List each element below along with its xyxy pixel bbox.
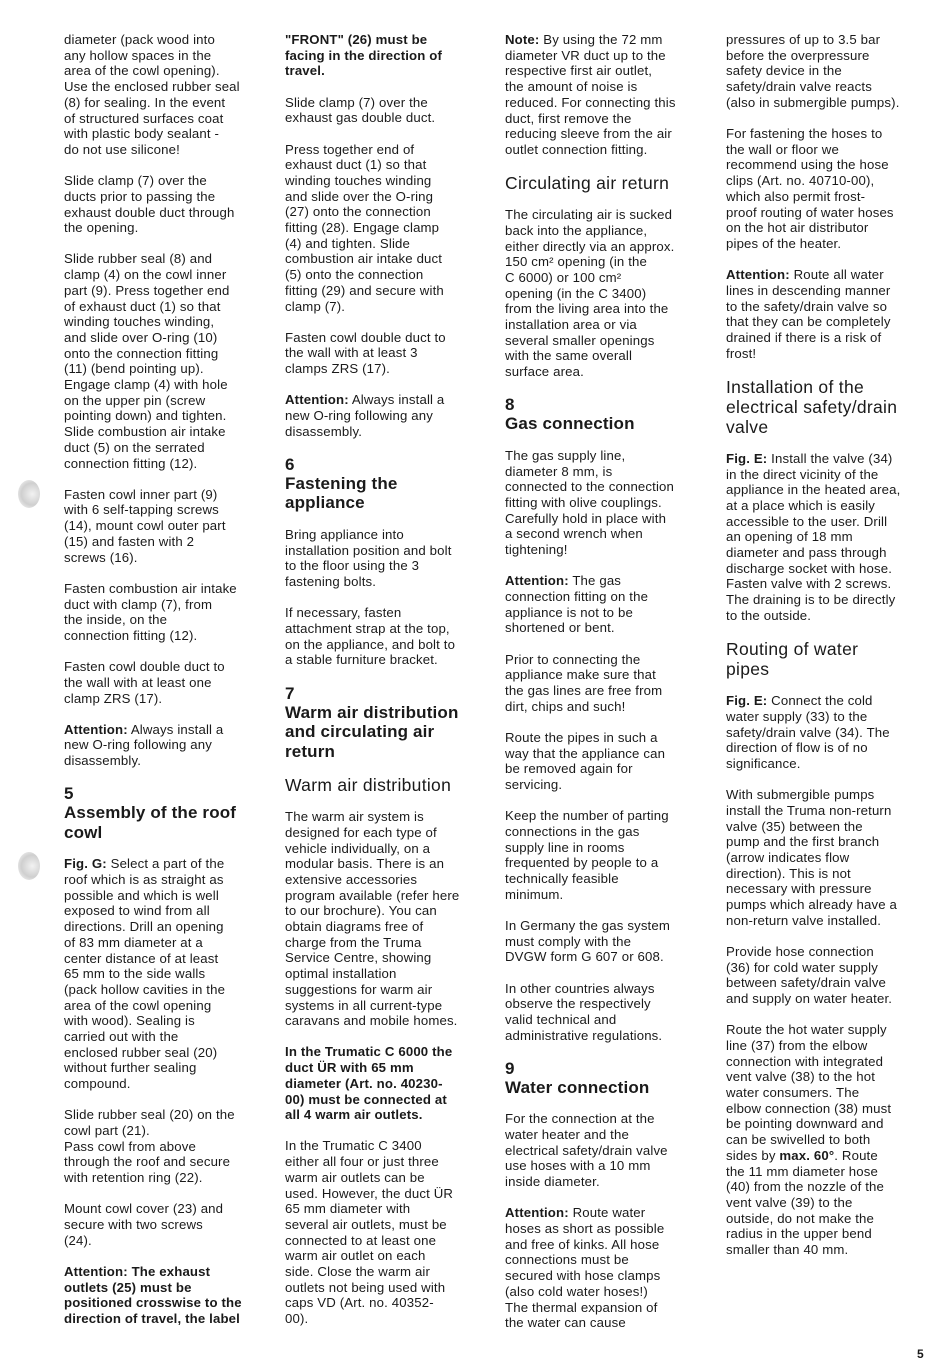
subsection-title: Routing of water pipes [726,639,859,680]
attention-text: Route all water lines in descending manner to the safety/drain valve so that they can be completely drained if there is a risk of frost! [726,267,891,361]
attention-label: Attention: [64,721,128,737]
paragraph: Fasten combustion air intake duct with clamp (7), from the inside, on the connection fitting (12). [64,580,237,643]
paragraph: Slide rubber seal (20) on the cowl part (21). Pass cowl from above through the roof and secure with retention ring (22). [64,1107,235,1186]
paragraph: Bring appliance into installation position and bolt to the floor using the 3 fastening bolts. [285,526,452,590]
paragraph: The gas supply line, diameter 8 mm, is connected to the connection fitting with olive couplings. Carefully hold in place with a second wrench when tightening! [505,447,675,558]
column-4 [726,32,932,1273]
paragraph: Slide clamp (7) over the ducts prior to passing the exhaust double duct through the opening. [64,173,235,236]
paragraph: Slide clamp (7) over the exhaust gas double duct. [285,94,436,126]
figure-label: Fig. G: [64,856,107,872]
section-title: Assembly of the roof cowl [64,803,237,842]
section-number: 8 [505,395,515,415]
section-title: Fastening the appliance [285,473,398,513]
paragraph [726,1022,932,1258]
paragraph: Slide rubber seal (8) and clamp (4) on the cowl inner part (9). Press together end of exhaust duct (1) so that winding touches winding, and slide over O-ring (10) onto the connection fitting (11) (bend pointing up). Engage clamp (4) with hole on the upper pin (screw pointing down) and tighten. Slide combustion air intake duct (5) on the serrated connection fitting (12). [64,251,230,471]
section-title: Warm air distribution and circulating air return [285,702,459,761]
subsection-title: Warm air distribution [285,775,452,796]
attention-bold-paragraph: Attention: The exhaust outlets (25) must be positioned crosswise to the direction of travel, the label [64,1264,242,1327]
paragraph: Provide hose connection (36) for cold water supply between safety/drain valve and supply on water heater. [726,943,893,1007]
attention-label: Attention: [726,267,790,283]
paragraph: In the Trumatic C 3400 either all four or just three warm air outlets can be used. However, the duct ÜR 65 mm diameter with several air outlets, must be connected to at least one warm air outlet on each side. Close the warm air outlets not being used with caps VD (Art. no. 40352- 00). [285,1138,454,1327]
figure-note [726,451,932,624]
page-number: 5 [917,1347,924,1361]
text-run: . Route the 11 mm diameter hose (40) from the nozzle of the vent valve (39) to the outside, do not make the radius in the upper bend smaller than 40 mm. [726,1147,884,1258]
attention-text: Always install a new O-ring following any disassembly. [64,721,224,769]
section-title: Water connection [505,1077,650,1097]
paragraph: For the connection at the water heater and the electrical safety/drain valve use hoses with a 10 mm inside diameter. [505,1111,668,1190]
note-paragraph [505,32,710,158]
section-number: 7 [285,683,295,703]
figure-text: Connect the cold water supply (33) to the safety/drain valve (34). The direction of flow is of no significance. [726,693,890,771]
figure-label: Fig. E: [726,450,768,466]
paragraph: diameter (pack wood into any hollow spaces in the area of the cowl opening). Use the enclosed rubber seal (8) for sealing. In the event of structured surfaces coat with plastic body sealant - do not use silicone! [64,32,240,157]
paragraph: The circulating air is sucked back into the appliance, either directly via an approx. 150 cm² opening (in the C 6000) or 100 cm² opening (in the C 3400) from the living area into the installation area or via several smaller openings with the same overall surface area. [505,207,675,380]
paragraph: Fasten cowl inner part (9) with 6 self-tapping screws (14), mount cowl outer part (15) and fasten with 2 screws (16). [64,486,226,565]
figure-note [64,856,272,1092]
section-number: 9 [505,1058,515,1078]
note-label: Note: [505,32,540,47]
attention-text: Route water hoses as short as possible and free of kinks. All hose connections must be secured with hose clamps (also cold water hoses!) The thermal expansion of the water can cause [505,1205,665,1331]
attention-note [64,722,272,769]
bold-paragraph: "FRONT" (26) must be facing in the direction of travel. [285,32,443,79]
max-angle-value: max. 60° [779,1147,835,1163]
attention-note [505,573,710,636]
paragraph: The warm air system is designed for each type of vehicle individually, on a modular basis. There is an extensive accessories program available (refer here to our brochure). You can obtain diagrams free of charge from the Truma Service Centre, showing optimal installation suggestions for warm air systems in all current-type caravans and mobile homes. [285,809,460,1029]
punch-hole-mark [18,480,40,508]
attention-text: Always install a new O-ring following any disassembly. [285,392,445,439]
paragraph: For fastening the hoses to the wall or floor we recommend using the hose clips (Art. no. 40710-00), which also permit frost- proof routing of water hoses on the hot air distributor pipes of the heater. [726,126,894,251]
section-number: 6 [285,454,295,474]
column-2 [285,32,489,1342]
punch-hole-mark [18,852,40,880]
subsection-title: Circulating air return [505,173,670,194]
attention-note [505,1205,710,1331]
attention-label: Attention: [505,1205,569,1221]
section-number: 5 [64,784,74,804]
attention-text: The gas connection fitting on the appliance is not to be shortened or bent. [505,573,649,636]
attention-label: Attention: [505,573,569,589]
section-title: Gas connection [505,414,635,434]
paragraph: Press together end of exhaust duct (1) so that winding touches winding and slide over the O-ring (27) onto the connection fitting (28). Engage clamp (4) and tighten. Slide combustion air intake duct (5) onto the connection fitting (29) and secure with clamp (7). [285,141,444,314]
text-run: Route the hot water supply line (37) from the elbow connection with integrated vent valve (38) to the hot water consumers. The elbow connection (38) must be pointing downward and can be swivelled to both sides by [726,1022,892,1163]
paragraph: Fasten cowl double duct to the wall with at least 3 clamps ZRS (17). [285,329,446,377]
paragraph: With submergible pumps install the Truma non-return valve (35) between the pump and the first branch (arrow indicates flow direction). This is not necessary with pressure pumps which already have a non-return valve installed. [726,787,898,928]
paragraph: pressures of up to 3.5 bar before the overpressure safety device in the safety/drain valve reacts (also in submergible pumps). [726,32,900,110]
paragraph: Fasten cowl double duct to the wall with at least one clamp ZRS (17). [64,659,225,706]
column-3 [505,32,710,1347]
attention-note [285,392,489,439]
paragraph: In other countries always observe the respectively valid technical and administrative regulations. [505,980,663,1043]
paragraph: In Germany the gas system must comply with the DVGW form G 607 or 608. [505,917,670,965]
paragraph: Prior to connecting the appliance make sure that the gas lines are free from dirt, chips and such! [505,651,663,714]
paragraph: Keep the number of parting connections in the gas supply line in rooms frequented by people to a technically feasible minimum. [505,808,669,902]
column-1 [64,32,272,1342]
paragraph: Mount cowl cover (23) and secure with two screws (24). [64,1201,224,1248]
figure-label: Fig. E: [726,693,768,709]
note-text: By using the 72 mm diameter VR duct up to the respective first air outlet, the amount of noise is reduced. For connecting this duct, first remove the reducing sleeve from the air outlet connection fitting. [505,32,676,157]
attention-label: Attention: [285,392,349,408]
figure-text: Select a part of the roof which is as straight as possible and which is well exposed to wind from all directions. Drill an opening of 83 mm diameter at a center distance of at least 65 mm to the side walls (pack hollow cavities in the area of the cowl opening with wood). Sealing is carried out with the enclosed rubber seal (20) without further sealing compound. [64,856,226,1092]
subsection-title: Installation of the electrical safety/drain valve [726,376,898,437]
paragraph: Route the pipes in such a way that the appliance can be removed again for servicing. [505,729,666,793]
attention-note [726,267,932,361]
figure-note [726,693,932,772]
bold-paragraph: In the Trumatic C 6000 the duct ÜR with 65 mm diameter (Art. no. 40230- 00) must be connected at all 4 warm air outlets. [285,1044,453,1123]
figure-text: Install the valve (34) in the direct vicinity of the appliance in the heated area, at a place which is easily accessible to the user. Drill an opening of 18 mm diameter and pass through discharge socket with hose. Fasten valve with 2 screws. The draining is to be directly to the outside. [726,450,901,623]
paragraph: If necessary, fasten attachment strap at the top, on the appliance, and bolt to a stable furniture bracket. [285,605,456,668]
